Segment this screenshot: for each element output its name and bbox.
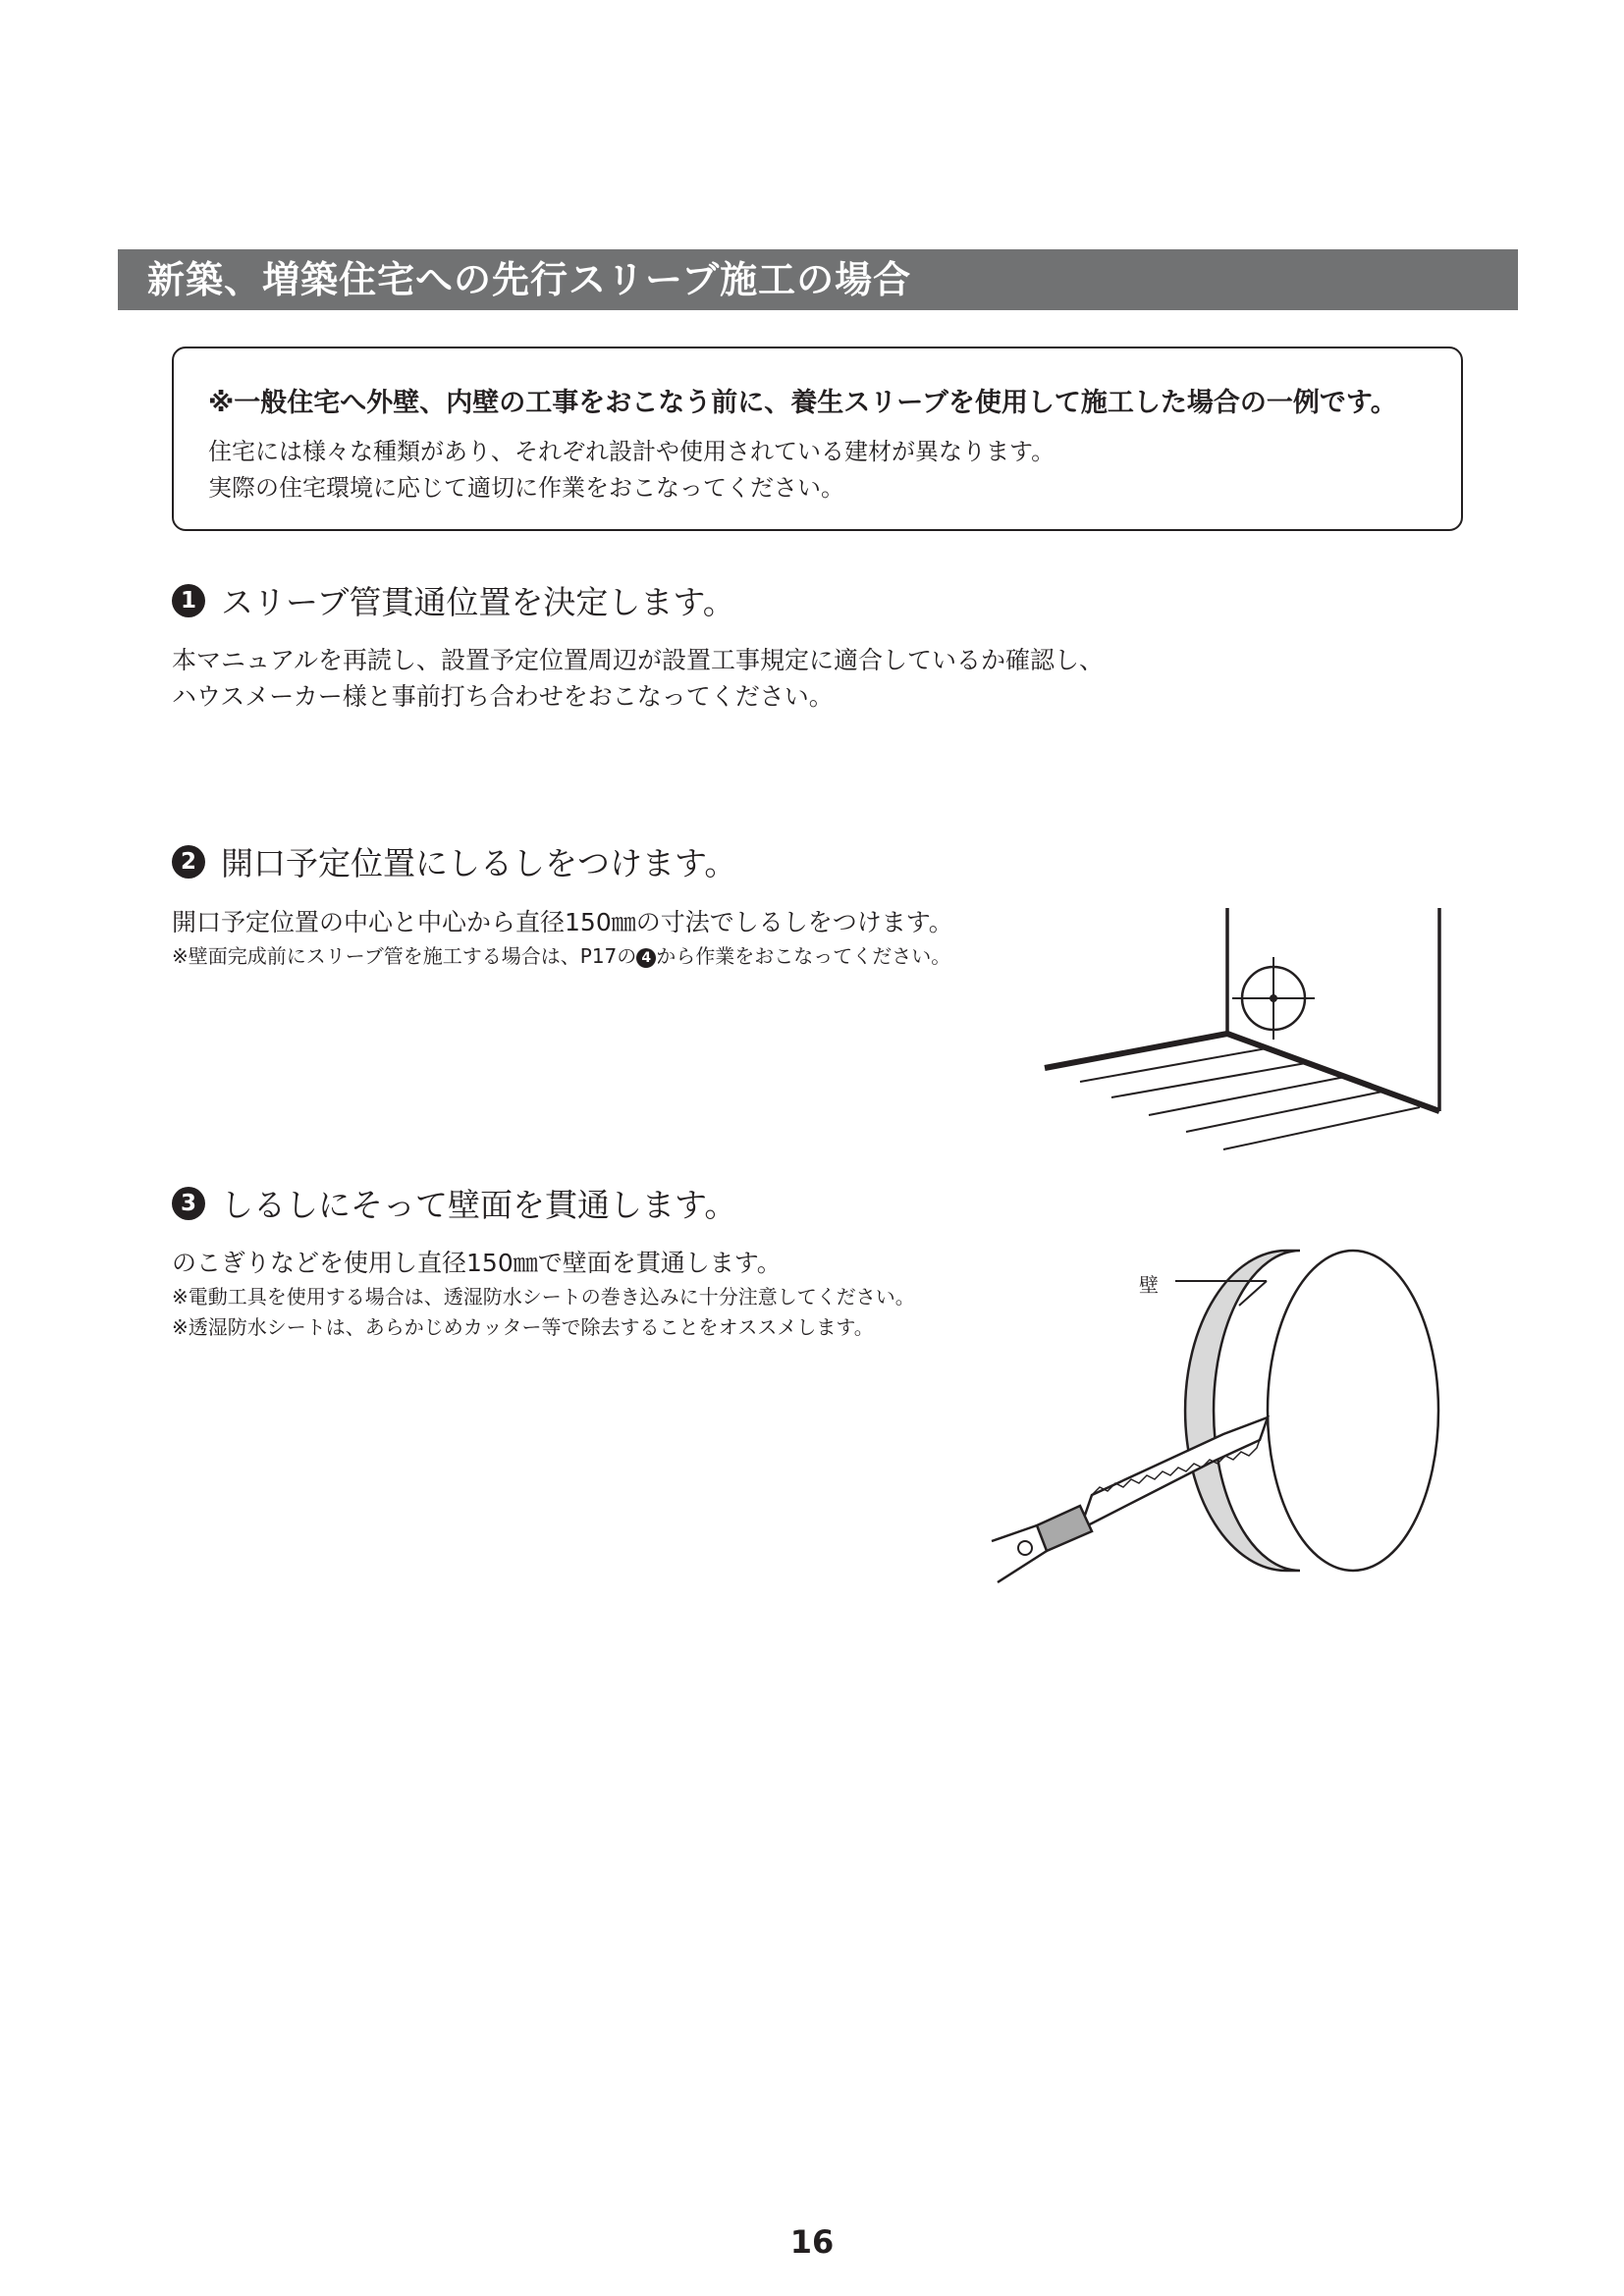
wall-cut-figure	[992, 1251, 1438, 1582]
step-2-note-after: から作業をおこなってください。	[656, 944, 951, 968]
step-1-title: スリーブ管貫通位置を決定します。	[221, 583, 735, 621]
opening-circle	[1268, 1251, 1438, 1571]
room-corner-figure	[1045, 908, 1439, 1149]
step-ref-badge: 4	[636, 948, 656, 968]
step-1-line-1: 本マニュアルを再読し、設置予定位置周辺が設置工事規定に適合しているか確認し、	[172, 646, 1105, 674]
wall-label: 壁	[1139, 1273, 1159, 1297]
step-2-title: 開口予定位置にしるしをつけます。	[221, 844, 737, 882]
step-2-number: 2	[172, 845, 205, 879]
step-2-note-before: ※壁面完成前にスリーブ管を施工する場合は、P17の	[172, 944, 637, 968]
step-3-line-1: のこぎりなどを使用し直径150㎜で壁面を貫通します。	[172, 1249, 782, 1277]
step-3-title: しるしにそって壁面を貫通します。	[221, 1186, 737, 1224]
floor-edge-right	[1227, 1034, 1439, 1111]
step-3-note-2: ※透湿防水シートは、あらかじめカッター等で除去することをオススメします。	[172, 1315, 874, 1339]
note-line-2: 実際の住宅環境に応じて適切に作業をおこなってください。	[208, 474, 844, 502]
step-3-note-1: ※電動工具を使用する場合は、透湿防水シートの巻き込みに十分注意してください。	[172, 1285, 915, 1308]
mark-target-icon	[1232, 957, 1315, 1040]
note-heading: ※一般住宅へ外壁、内壁の工事をおこなう前に、養生スリーブを使用して施工した場合の一例です。	[208, 388, 1397, 418]
step-1-line-2: ハウスメーカー様と事前打ち合わせをおこなってください。	[172, 682, 834, 711]
page-number: 16	[789, 2223, 835, 2261]
step-1-number: 1	[172, 584, 205, 617]
floor-edge-left	[1045, 1034, 1227, 1068]
step-2-line-1: 開口予定位置の中心と中心から直径150㎜の寸法でしるしをつけます。	[172, 908, 953, 936]
step-3-number: 3	[172, 1187, 205, 1220]
section-title: 新築、増築住宅への先行スリーブ施工の場合	[118, 249, 1518, 310]
note-line-1: 住宅には様々な種類があり、それぞれ設計や使用されている建材が異なります。	[208, 438, 1056, 465]
